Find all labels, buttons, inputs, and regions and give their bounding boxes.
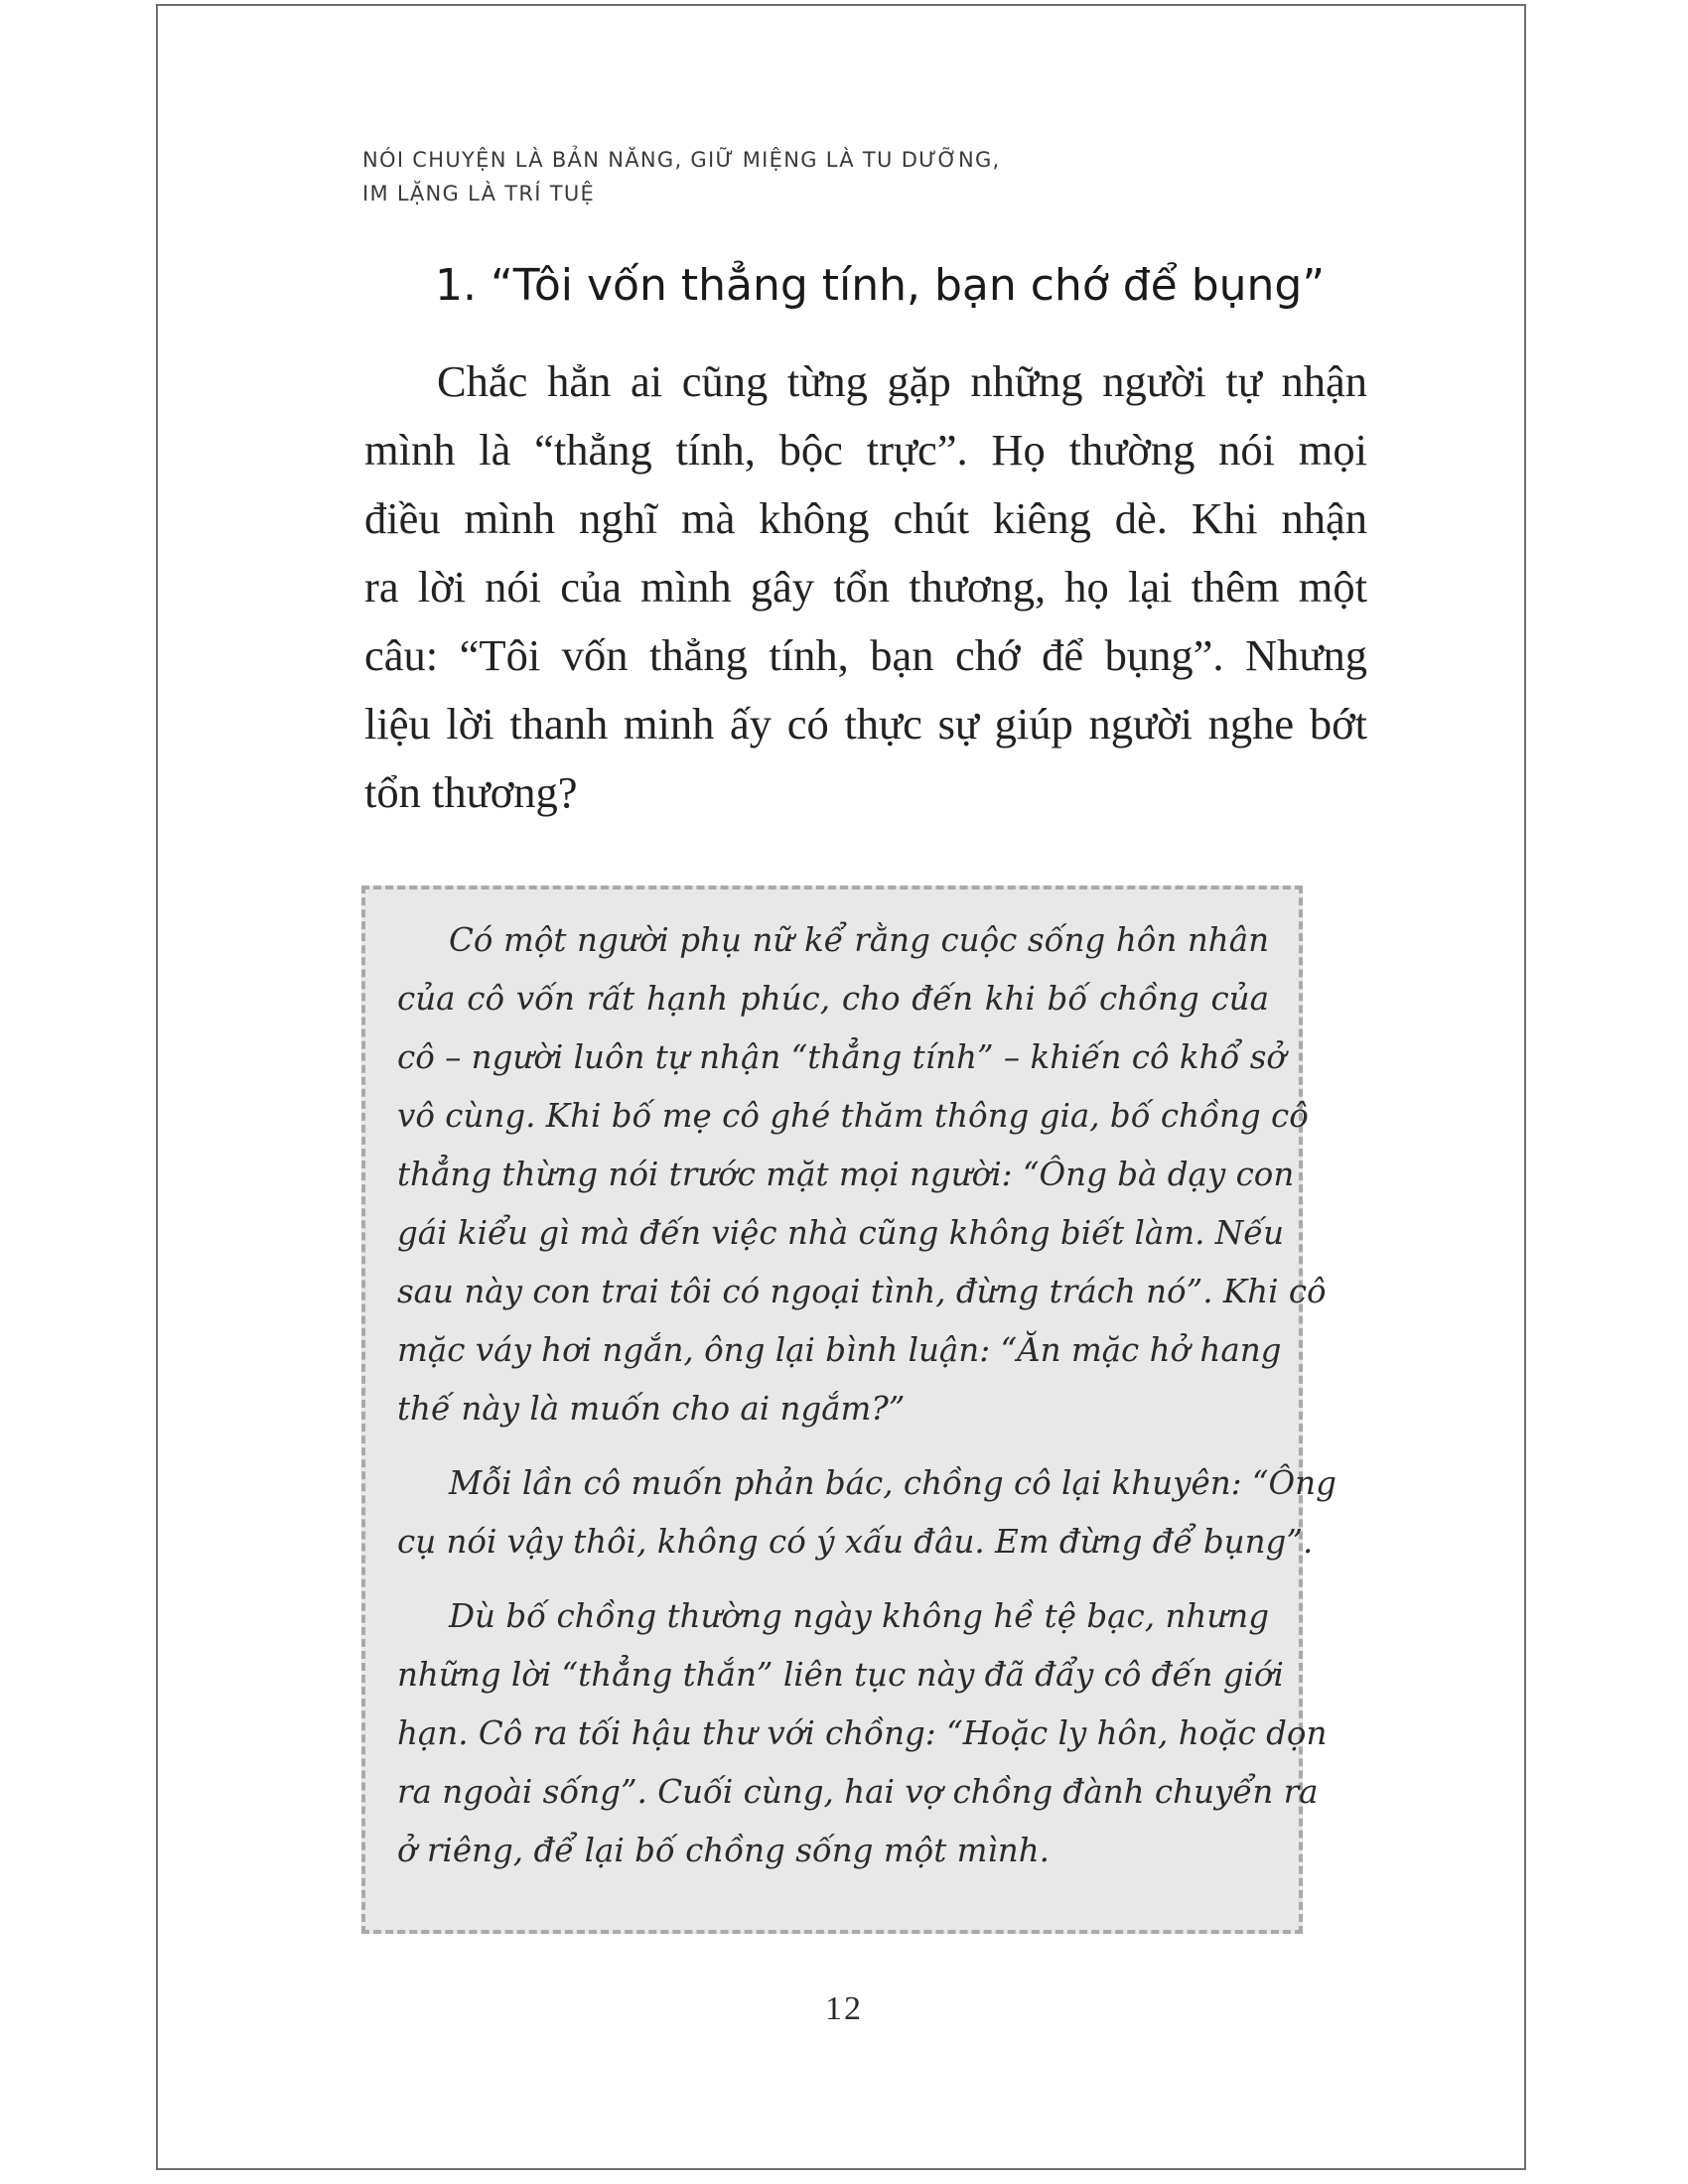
story-line: gái kiểu gì mà đến việc nhà cũng không biết làm. Nếu [397, 1214, 1285, 1252]
page-number: 12 [825, 1990, 863, 2027]
story-line: Có một người phụ nữ kể rằng cuộc sống hôn nhân [449, 921, 1269, 959]
story-line: thẳng thừng nói trước mặt mọi người: “Ông bà dạy con [397, 1156, 1295, 1193]
story-line: ra ngoài sống”. Cuối cùng, hai vợ chồng đành chuyển ra [397, 1773, 1319, 1811]
body-line: câu: “Tôi vốn thẳng tính, bạn chớ để bụng”. Nhưng [364, 630, 1367, 680]
story-line: hạn. Cô ra tối hậu thư với chồng: “Hoặc ly hôn, hoặc dọn [397, 1714, 1328, 1752]
body-line: ra lời nói của mình gây tổn thương, họ lại thêm một [364, 562, 1367, 612]
body-paragraph [364, 347, 1367, 827]
story-line: Dù bố chồng thường ngày không hề tệ bạc, nhưng [449, 1597, 1269, 1635]
section-title: 1. “Tôi vốn thẳng tính, bạn chớ để bụng” [435, 260, 1326, 311]
story-line: thế này là muốn cho ai ngắm?” [397, 1390, 906, 1428]
story-line: sau này con trai tôi có ngoại tình, đừng trách nó”. Khi cô [397, 1273, 1327, 1310]
story-line: Mỗi lần cô muốn phản bác, chồng cô lại khuyên: “Ông [449, 1464, 1336, 1502]
story-line: vô cùng. Khi bố mẹ cô ghé thăm thông gia, bố chồng cô [397, 1097, 1309, 1135]
story-paragraph-3 [397, 1587, 1328, 1880]
body-line: điều mình nghĩ mà không chút kiêng dè. Khi nhận [364, 493, 1367, 543]
running-head [362, 143, 1256, 210]
story-line: của cô vốn rất hạnh phúc, cho đến khi bố chồng của [397, 980, 1269, 1018]
story-paragraph-2 [397, 1454, 1336, 1571]
story-text [397, 911, 1336, 1880]
story-paragraph-1 [397, 911, 1327, 1438]
story-line: cụ nói vậy thôi, không có ý xấu đâu. Em đừng để bụng”. [397, 1523, 1314, 1561]
body-line: mình là “thẳng tính, bộc trực”. Họ thường nói mọi [364, 425, 1367, 475]
body-line: tổn thương? [364, 767, 578, 817]
story-line: cô – người luôn tự nhận “thẳng tính” – khiến cô khổ sở [397, 1038, 1286, 1076]
story-line: ở riêng, để lại bố chồng sống một mình. [397, 1832, 1050, 1869]
body-line: Chắc hẳn ai cũng từng gặp những người tự nhận [437, 356, 1367, 406]
story-line: mặc váy hơi ngắn, ông lại bình luận: “Ăn mặc hở hang [397, 1331, 1282, 1369]
running-head-line-1: NÓI CHUYỆN LÀ BẢN NĂNG, GIỮ MIỆNG LÀ TU DƯỠNG, [362, 148, 1001, 172]
body-line: liệu lời thanh minh ấy có thực sự giúp người nghe bớt [364, 699, 1367, 749]
running-head-line-2: IM LẶNG LÀ TRÍ TUỆ [362, 182, 596, 205]
story-line: những lời “thẳng thắn” liên tục này đã đẩy cô đến giới [397, 1656, 1284, 1694]
